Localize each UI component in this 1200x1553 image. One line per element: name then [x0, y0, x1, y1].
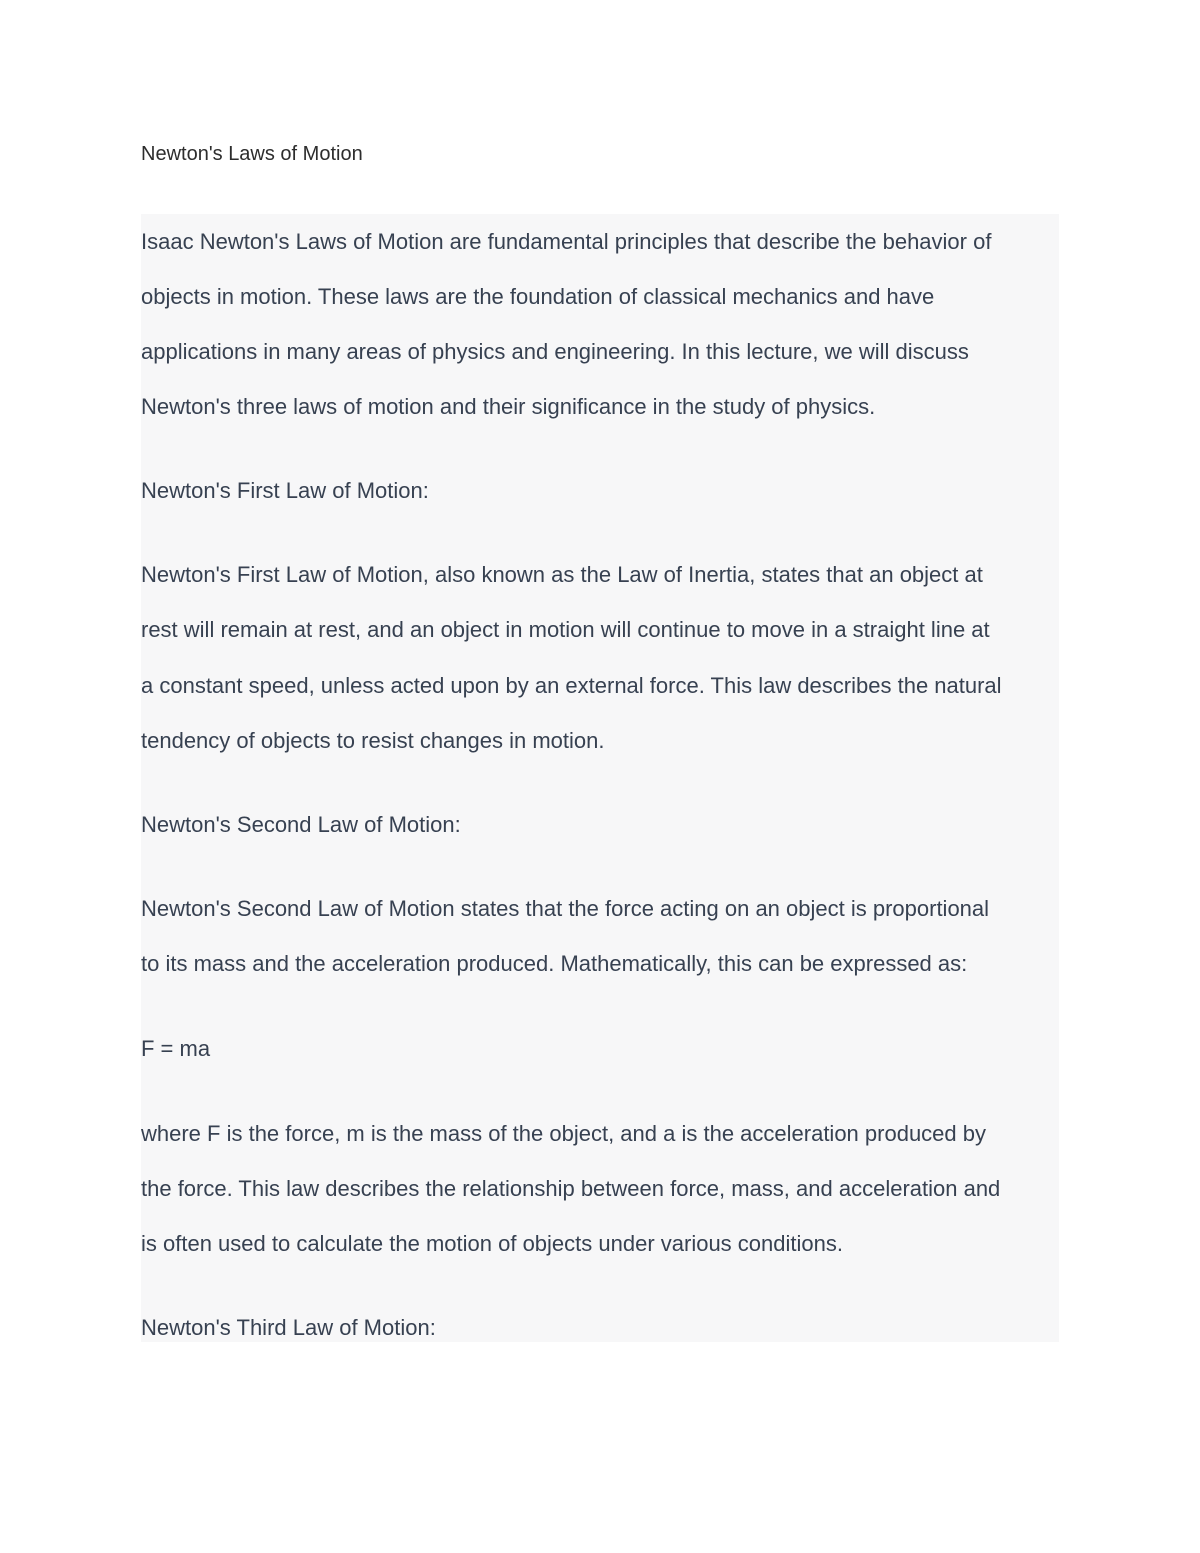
first-law-line-1: Newton's First Law of Motion, also known as the Law of Inertia, states that an object at: [141, 562, 983, 587]
intro-line-4: Newton's three laws of motion and their significance in the study of physics.: [141, 394, 876, 419]
intro-line-2: objects in motion. These laws are the foundation of classical mechanics and have: [141, 284, 935, 309]
second-law-line-2: to its mass and the acceleration produced. Mathematically, this can be expressed as:: [141, 951, 968, 976]
first-law-line-4: tendency of objects to resist changes in motion.: [141, 728, 605, 753]
document-body: [141, 214, 1059, 1342]
intro-line-3: applications in many areas of physics and engineering. In this lecture, we will discuss: [141, 339, 969, 364]
formula: F = ma: [141, 1036, 211, 1061]
first-law-heading: Newton's First Law of Motion:: [141, 478, 429, 503]
explanation-line-3: is often used to calculate the motion of objects under various conditions.: [141, 1231, 843, 1256]
first-law-line-3: a constant speed, unless acted upon by an external force. This law describes the natural: [141, 673, 1002, 698]
explanation-line-1: where F is the force, m is the mass of the object, and a is the acceleration produced by: [141, 1121, 986, 1146]
second-law-line-1: Newton's Second Law of Motion states that the force acting on an object is proportional: [141, 896, 990, 921]
first-law-line-2: rest will remain at rest, and an object in motion will continue to move in a straight line at: [141, 617, 990, 642]
intro-line-1: Isaac Newton's Laws of Motion are fundamental principles that describe the behavior of: [141, 229, 992, 254]
third-law-heading: Newton's Third Law of Motion:: [141, 1315, 436, 1340]
document-title: Newton's Laws of Motion: [141, 143, 363, 165]
second-law-heading: Newton's Second Law of Motion:: [141, 812, 461, 837]
explanation-line-2: the force. This law describes the relationship between force, mass, and acceleration and: [141, 1176, 1001, 1201]
